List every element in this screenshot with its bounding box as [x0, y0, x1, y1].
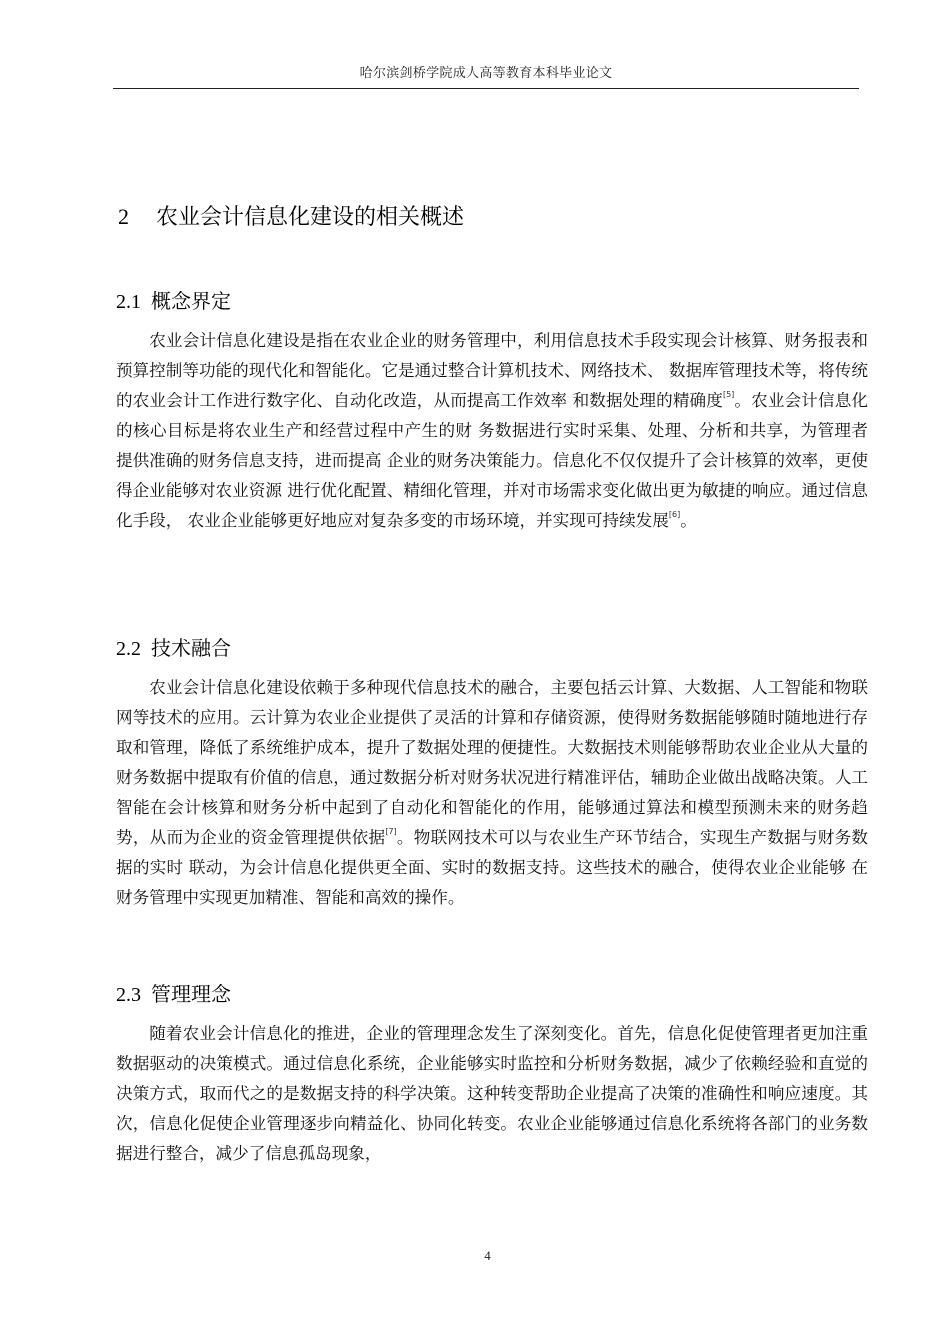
section-paragraph	[116, 673, 868, 913]
section-number: 2.2	[116, 638, 141, 660]
paragraph-text: 。物联网技术可以与农业生产环节结合，实现生产数据与财务数据的实时 联动，为会计信息化提供更全面、实时的数据支持。这些技术的融合，使得农业企业能够 在财务管理中实现更加精准、智能和高效的操作。	[116, 828, 869, 907]
paragraph-text: 。农业会计信息化的核心目标是将农业生产和经营过程中产生的财 务数据进行实时采集、处理、分析和共享，为管理者 提供准确的财务信息支持，进而提高 企业的财务决策能力。信息化不仅仅提升了会计核算的效率，更使得企业能够对农业资源 进行优化配置、精细化管理，并对市场需求变化做出更为敏捷的响应。通过信息化手段， 农业企业能够更好地应对复杂多变的市场环境，并实现可持续发展	[116, 391, 868, 530]
chapter-title-text: 农业会计信息化建设的相关概述	[156, 205, 465, 230]
citation-ref: [6]	[668, 510, 681, 519]
section-title-text: 技术融合	[151, 636, 231, 660]
paragraph-text: 随着农业会计信息化的推进，企业的管理理念发生了深刻变化。首先，信息化促使管理者更加注重数据驱动的决策模式。通过信息化系统，企业能够实时监控和分析财务数据，减少了依赖经验和直觉的决策方式，取而代之的是数据支持的科学决策。这种转变帮助企业提高了决策的准确性和响应速度。其次，信息化促使企业管理逐步向精益化、协同化转变。农业企业能够通过信息化系统将各部门的业务数据进行整合，减少了信息孤岛现象，	[116, 1024, 868, 1163]
section-heading	[116, 286, 868, 316]
section-paragraph	[116, 1019, 868, 1169]
citation-ref: [7]	[385, 827, 397, 836]
paragraph-text: 。	[680, 511, 697, 530]
header-divider	[113, 88, 859, 89]
section-title-text: 概念界定	[151, 289, 231, 313]
paragraph-text: 农业会计信息化建设是指在农业企业的财务管理中，利用信息技术手段实现会计核算、财务报表和预算控制等功能的现代化和智能化。它是通过整合计算机技术、网络技术、 数据库管理技术等，将传统的农业会计工作进行数字化、自动化改造，从而提高工作效率 和数据处理的精确度	[116, 331, 868, 410]
section-2-2	[116, 633, 868, 913]
section-title-text: 管理理念	[151, 982, 231, 1006]
paragraph-text: 农业会计信息化建设依赖于多种现代信息技术的融合，主要包括云计算、大数据、人工智能和物联网等技术的应用。云计算为农业企业提供了灵活的计算和存储资源，使得财务数据能够随时随地进行存取和管理，降低了系统维护成本，提升了数据处理的便捷性。大数据技术则能够帮助农业企业从大量的财务数据中提取有价值的信息，通过数据分析对财务状况进行精准评估，辅助企业做出战略决策。人工智能在会计核算和财务分析中起到了自动化和智能化的作用，能够通过算法和模型预测未来的财务趋势，从而为企业的资金管理提供依据	[116, 678, 868, 847]
page-number: 4	[484, 1248, 491, 1263]
section-2-1	[116, 286, 868, 536]
running-header: 哈尔滨剑桥学院成人高等教育本科毕业论文	[359, 66, 613, 81]
section-paragraph	[116, 326, 868, 536]
section-number: 2.3	[116, 984, 141, 1006]
citation-ref: [5]	[722, 390, 735, 399]
section-heading	[116, 633, 868, 663]
section-heading	[116, 979, 868, 1009]
chapter-number: 2	[118, 204, 129, 229]
section-2-3	[116, 979, 868, 1169]
section-number: 2.1	[116, 291, 141, 313]
chapter-heading	[118, 200, 464, 231]
